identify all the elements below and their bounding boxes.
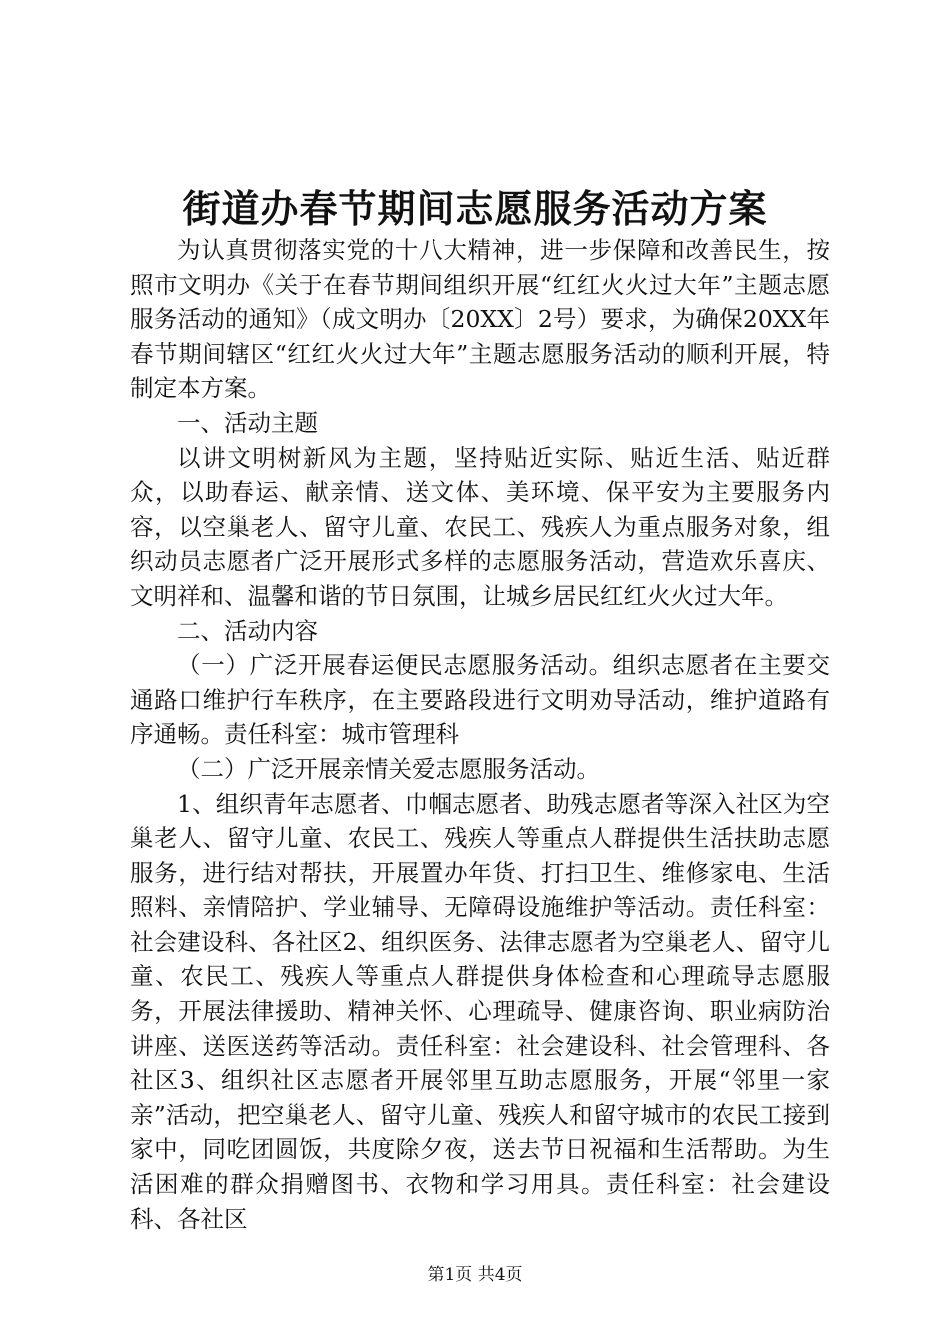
page-footer: 第1页 共4页 [427,1265,523,1285]
intro-paragraph: 为认真贯彻落实党的十八大精神，进一步保障和改善民生，按照市文明办《关于在春节期间组织开展“红红火火过大年”主题志愿服务活动的通知》（成文明办〔20XX〕2号）要求，为确保20XX年春节期间辖区“红红火火过大年”主题志愿服务活动的顺利开展，特制定本方案。 [130,236,830,403]
content-item-2-heading: （二）广泛开展亲情关爱志愿服务活动。 [177,754,600,783]
theme-paragraph: 以讲文明树新风为主题，坚持贴近实际、贴近生活、贴近群众，以助春运、献亲情、送文体、美环境、保平安为主要服务内容，以空巢老人、留守儿童、农民工、残疾人为重点服务对象，组织动员志愿者广泛开展形式多样的志愿服务活动，营造欢乐喜庆、文明祥和、温馨和谐的节日氛围，让城乡居民红红火火过大年。 [130,443,830,610]
document-title: 街道办春节期间志愿服务活动方案 [182,186,768,231]
section-heading-content: 二、活动内容 [177,616,318,645]
content-item-1: （一）广泛开展春运便民志愿服务活动。组织志愿者在主要交通路口维护行车秩序，在主要路段进行文明劝导活动，维护道路有序通畅。责任科室：城市管理科 [130,651,830,749]
section-heading-theme: 一、活动主题 [177,408,318,437]
content-item-2-details: 1、组织青年志愿者、巾帼志愿者、助残志愿者等深入社区为空巢老人、留守儿童、农民工、残疾人等重点人群提供生活扶助志愿服务，进行结对帮扶，开展置办年货、打扫卫生、维修家电、生活照料、亲情陪护、学业辅导、无障碍设施维护等活动。责任科室：社会建设科、各社区2、组织医务、法律志愿者为空巢老人、留守儿童、农民工、残疾人等重点人群提供身体检查和心理疏导志愿服务，开展法律援助、精神关怀、心理疏导、健康咨询、职业病防治讲座、送医送药等活动。责任科室：社会建设科、社会管理科、各社区3、组织社区志愿者开展邻里互助志愿服务，开展“邻里一家亲”活动，把空巢老人、留守儿童、残疾人和留守城市的农民工接到家中，同吃团圆饭，共度除夕夜，送去节日祝福和生活帮助。为生活困难的群众捐赠图书、衣物和学习用具。责任科室：社会建设科、各社区 [130,789,830,1233]
document-body [130,233,830,1236]
